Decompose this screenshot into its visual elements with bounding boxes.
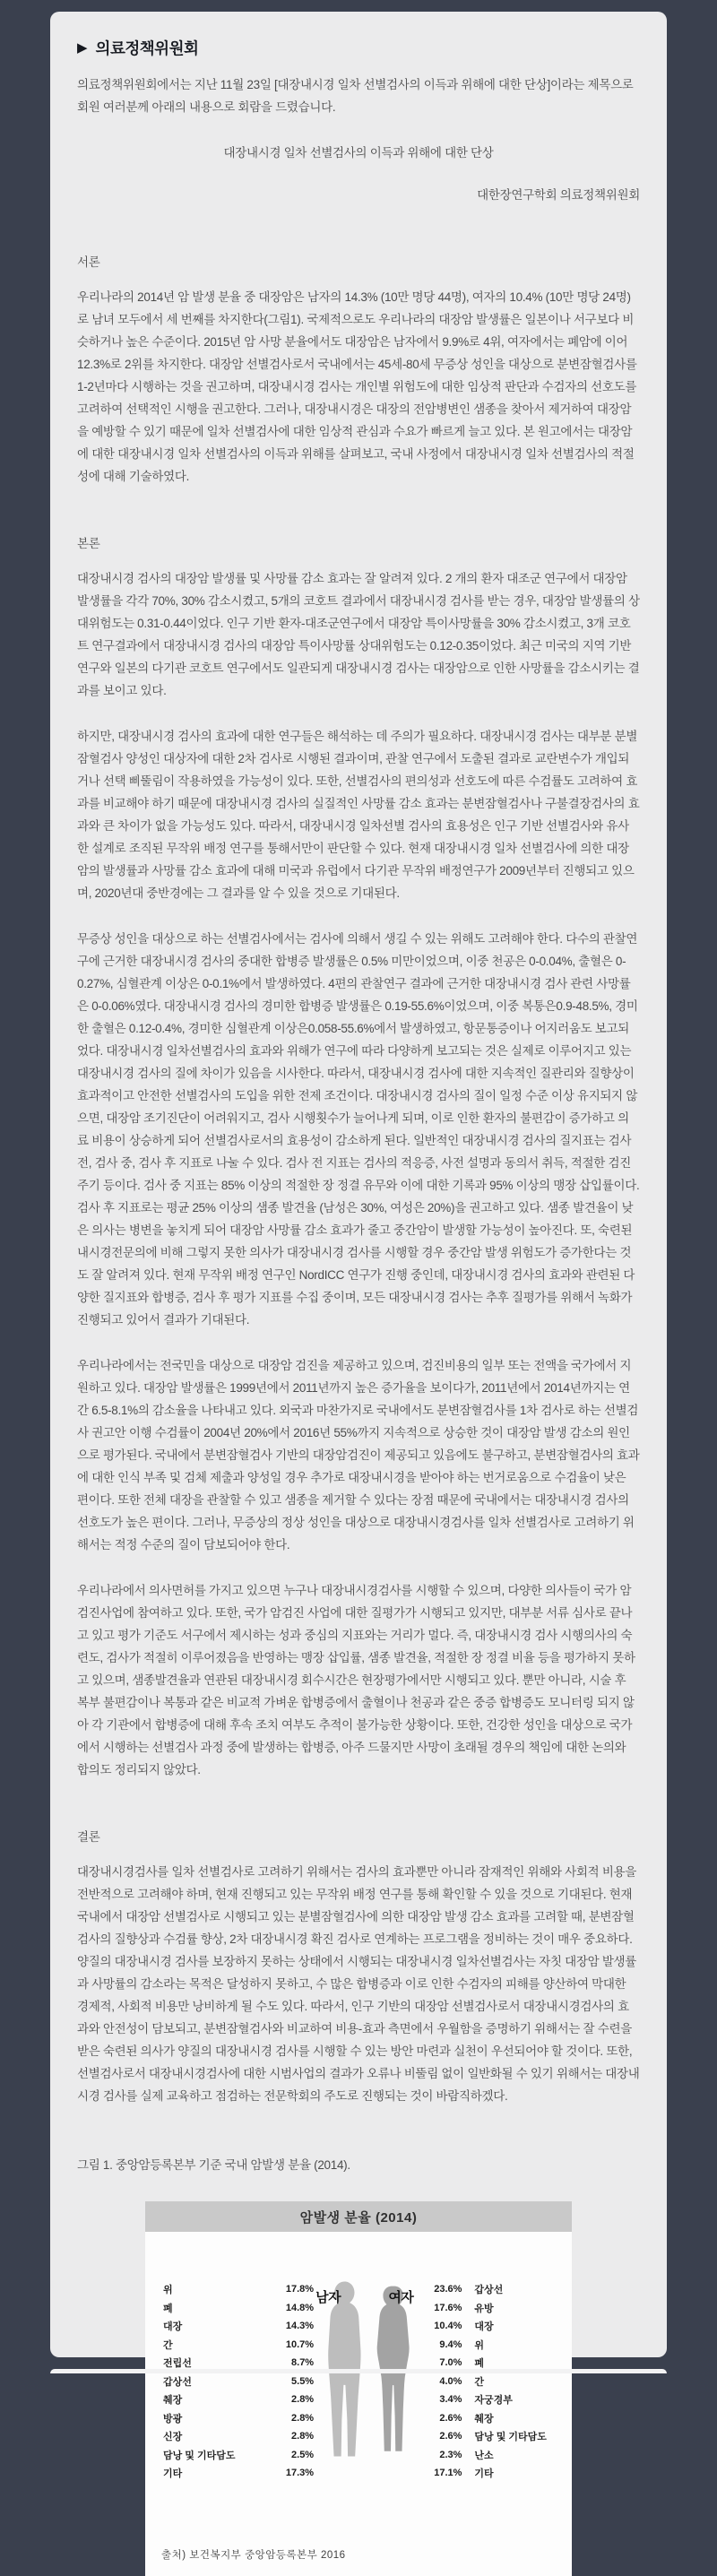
cancer-site-label: 폐 <box>474 2358 485 2370</box>
cancer-percentage: 4.0% <box>439 2375 462 2387</box>
byline: 대한장연구학회 의료정책위원회 <box>477 188 640 202</box>
cancer-site-label: 대장 <box>163 2321 183 2333</box>
cancer-site-label: 갑상선 <box>163 2376 192 2388</box>
chart-row <box>163 2390 314 2409</box>
chart-row <box>163 2373 314 2391</box>
cancer-site-label: 전립선 <box>163 2358 192 2370</box>
chart-row <box>426 2390 557 2409</box>
cancer-percentage: 8.7% <box>291 2357 315 2369</box>
body-paragraph-5: 우리나라에서 의사면허를 가지고 있으면 누구나 대장내시경검사를 시행할 수 있으며, 다양한 의사들이 국가 암검진사업에 참여하고 있다. 또한, 국가 암검진 사업에 대한 질평가가 시행되고 있지만, 대부분 서류 심사로 끝나고 있고 평가 기준도 서구에서 제시하는 성과 중심의 지표와는 거리가 멀다. 즉, 대장내시경 검사 시행의사의 숙련도, 검사가 적절히 이루어졌음을 반영하는 맹장 삽입률, 샘종 발견율, 적절한 장 정결 비율 등을 평가하지 못하고 있으며, 샘종발견율과 연관된 대장내시경 회수시간은 현장평가에서만 시행되고 있다. 뿐만 아니라, 시술 후 복부 불편감이나 복통과 같은 비교적 가벼운 합병증에서 출혈이나 천공과 같은 중증 합병증도 모니터링 되지 않아 각 기관에서 합병증에 대해 후속 조치 여부도 추적이 불가능한 상황이다. 또한, 건강한 성인을 대상으로 국가에서 시행하는 선별검사 과정 중에 발생하는 합병증, 아주 드물지만 사망이 초래될 경우의 책임에 대한 논의와 합의도 정리되지 않았다. <box>77 1584 635 1776</box>
cancer-incidence-figure <box>145 2201 572 2576</box>
cancer-percentage: 7.0% <box>439 2357 462 2369</box>
cancer-site-label: 기타 <box>474 2468 494 2480</box>
chart-row <box>426 2336 557 2355</box>
document-title: 대장내시경 일차 선별검사의 이득과 위해에 대한 단상 <box>223 146 494 160</box>
cancer-site-label: 췌장 <box>163 2395 183 2407</box>
chart-row <box>163 2427 314 2446</box>
chart-row <box>426 2409 557 2428</box>
cancer-percentage: 14.8% <box>285 2302 315 2313</box>
introduction-paragraph: 우리나라의 2014년 암 발생 분율 중 대장암은 남자의 14.3% (10만 명당 44명), 여자의 10.4% (10만 명당 24명)로 남녀 모두에서 세 번째를 차지한다(그림1). 국제적으로도 우리나라의 대장암 발생률은 일본이나 서구보다 비슷하거나 높은 수준이다. 2015년 암 사망 분율에서도 대장암은 남자에서 9.9%로 4위, 여자에서는 폐암에 이어 12.3%로 2위를 차지한다. 대장암 선별검사로서 국내에서는 45세-80세 무증상 성인을 대상으로 분변잠혈검사를 1-2년마다 시행하는 것을 권고하며, 대장내시경 검사는 개인별 위험도에 대한 임상적 판단과 수검자의 선호도를 고려하여 선택적인 시행을 권고한다. 그러나, 대장내시경은 대장의 전암병변인 샘종을 찾아서 제거하여 대장암을 예방할 수 있기 때문에 일차 선별검사에 대한 임상적 관심과 수요가 빠르게 늘고 있다. 본 원고에서는 대장암에 대한 대장내시경 일차 선별검사의 이득과 위해를 살펴보고, 국내 사정에서 대장내시경 일차 선별검사의 적절성에 대해 기술하였다. <box>77 290 637 483</box>
cancer-site-label: 폐 <box>163 2303 173 2314</box>
female-label: 여자 <box>388 2290 414 2305</box>
cancer-site-label: 갑상선 <box>474 2285 504 2296</box>
chart-row <box>163 2446 314 2465</box>
cancer-percentage: 2.8% <box>291 2394 315 2406</box>
cancer-percentage: 17.8% <box>285 2284 315 2295</box>
cancer-percentage: 17.6% <box>434 2302 462 2313</box>
cancer-percentage: 2.5% <box>291 2449 315 2460</box>
chart-row <box>163 2336 314 2355</box>
cancer-percentage: 2.3% <box>439 2449 462 2460</box>
chart-row <box>163 2280 314 2299</box>
section-heading-body: 본론 <box>77 537 100 550</box>
cancer-site-label: 난소 <box>474 2450 494 2461</box>
intro-text: 의료정책위원회에서는 지난 11월 23일 [대장내시경 일차 선별검사의 이득과 위해에 대한 단상]이라는 제목으로 회원 여러분께 아래의 내용으로 회람을 드렸습니다. <box>77 78 634 114</box>
cancer-percentage: 10.7% <box>285 2338 315 2350</box>
cancer-site-label: 췌장 <box>474 2413 494 2425</box>
cancer-site-label: 자궁경부 <box>474 2395 513 2407</box>
chart-body <box>145 2232 572 2517</box>
cancer-percentage: 2.8% <box>291 2412 315 2424</box>
chart-row <box>426 2280 557 2299</box>
chart-row <box>163 2464 314 2483</box>
cancer-site-label: 간 <box>474 2376 485 2388</box>
male-list <box>163 2248 314 2483</box>
body-paragraph-3: 무증상 성인을 대상으로 하는 선별검사에서는 검사에 의해서 생길 수 있는 위해도 고려해야 한다. 다수의 관찰연구에 근거한 대장내시경 검사의 중대한 합병증 발생률은 0.5% 미만이었으며, 이중 천공은 0-0.04%, 출혈은 0-0.27%, 심혈관계 이상은 0-0.1%에서 발생하였다. 4편의 관찰연구 결과에 근거한 대장내시경 검사 관련 사망률은 0-0.06%였다. 대장내시경 검사의 경미한 합병증 발생률은 0.19-55.6%이었으며, 이중 복통은0.9-48.5%, 경미한 출혈은 0.12-0.4%, 경미한 심혈관계 이상은0.058-55.6%에서 발생하였고, 항문통증이나 어지러움도 보고되었다. 대장내시경 일차선별검사의 효과와 위해가 연구에 따라 다양하게 보고되는 것은 실제로 이루어지고 있는 대장내시경 검사의 질에 차이가 있음을 시사한다. 따라서, 대장내시경 검사에 대한 지속적인 질관리와 질향상이 효과적이고 안전한 선별검사의 도입을 위한 전제 조건이다. 대장내시경 검사의 질이 일정 수준 이상 유지되지 않으면, 대장암 조기진단이 어려워지고, 검사 시행횟수가 늘어나게 되며, 이로 인한 환자의 불편감이 증가하고 의료 비용이 상승하게 되어 선별검사로서의 효용성이 감소하게 된다. 일반적인 대장내시경 검사의 질지표는 검사 전, 검사 중, 검사 후 지표로 나눌 수 있다. 검사 전 지표는 검사의 적응증, 사전 설명과 동의서 취득, 적절한 검진 주기 등이다. 검사 중 지표는 85% 이상의 적절한 장 정결 유무와 이에 대한 기록과 95% 이상의 맹장 삽입률이다. 검사 후 지표로는 평균 25% 이상의 샘종 발견율 (남성은 30%, 여성은 20%)을 권고하고 있다. 샘종 발견율이 낮은 의사는 병변을 놓치게 되어 대장암 사망률 감소 효과가 줄고 중간암이 발생할 가능성이 높아진다. 또, 숙련된 내시경전문의에 비해 그렇지 못한 의사가 대장내시경 검사를 시행할 경우 중간암 발생 위험도가 증가한다는 것도 잘 알려져 있다. 현재 무작위 배정 연구인 NordICC 연구가 진행 중인데, 대장내시경 검사의 효과와 관련된 다양한 질지표와 합병증, 검사 후 평가 지표를 수집 중이며, 모든 대장내시경 검사는 추후 질평가를 위해서 녹화가 진행되고 있어서 결과가 기대된다. <box>77 932 640 1327</box>
cancer-site-label: 위 <box>163 2285 173 2296</box>
male-label: 남자 <box>315 2290 341 2305</box>
cancer-percentage: 2.8% <box>291 2431 315 2442</box>
cancer-percentage: 10.4% <box>434 2321 462 2332</box>
chart-title: 암발생 분율 (2014) <box>145 2201 572 2232</box>
document-card <box>50 12 667 2561</box>
cancer-percentage: 23.6% <box>434 2284 462 2295</box>
chart-source: 출처) 보건복지부 중앙암등록본부 2016 <box>161 2550 346 2561</box>
figure-caption: 그림 1. 중앙암등록본부 기준 국내 암발생 분율 (2014). <box>77 2158 350 2172</box>
chart-row <box>426 2373 557 2391</box>
section-heading-introduction: 서론 <box>77 255 100 269</box>
cancer-site-label: 간 <box>163 2339 173 2351</box>
cancer-percentage: 3.4% <box>439 2394 462 2406</box>
committee-header <box>77 37 640 59</box>
chart-row <box>426 2299 557 2318</box>
body-paragraph-1: 대장내시경 검사의 대장암 발생률 및 사망률 감소 효과는 잘 알려져 있다. 2 개의 환자 대조군 연구에서 대장암 발생률을 각각 70%, 30% 감소시켰고, 5개의 코호트 결과에서 대장내시경 검사를 받는 경우, 대장암 발생률의 상대위험도는 0.31-0.44이었다. 인구 기반 환자-대조군연구에서 대장암 특이사망률을 30% 감소시켰고, 3개 코호트 연구결과에서 대장내시경 검사의 대장암 특이사망률 상대위험도는 0.12-0.35이었다. 최근 미국의 지역 기반 연구와 일본의 다기관 코호트 연구에서도 일관되게 대장내시경 검사는 대장암으로 인한 사망률을 감소시키는 결과를 보이고 있다. <box>77 572 640 697</box>
cancer-site-label: 유방 <box>474 2303 494 2314</box>
cancer-site-label: 방광 <box>163 2413 183 2425</box>
conclusion-paragraph: 대장내시경검사를 일차 선별검사로 고려하기 위해서는 검사의 효과뿐만 아니라 잠재적인 위해와 사회적 비용을 전반적으로 고려해야 하며, 현재 진행되고 있는 무작위 배정 연구를 통해 확인할 수 있을 것으로 기대된다. 현재 국내에서 대장암 선별검사로 시행되고 있는 분별잠혈검사에 의한 대장암 발생 감소 효과를 고려할 때, 분변잠혈검사의 질향상과 수검률 향상, 2차 대장내시경 확진 검사로 연계하는 프로그램을 정비하는 것이 매우 중요하다. 양질의 대장내시경 검사를 보장하지 못하는 상태에서 시행되는 대장내시경 일차선별검사는 자칫 대장암 발생률과 사망률의 감소라는 목적은 달성하지 못하고, 수 많은 합병증과 이로 인한 수검자의 피해를 양산하여 막대한 경제적, 사회적 비용만 낭비하게 될 수도 있다. 따라서, 인구 기반의 대장암 선별검사로서 대장내시경검사의 효과와 안전성이 담보되고, 분변잠혈검사와 비교하여 비용-효과 측면에서 우월함을 증명하기 위해서는 잘 수련을 받은 숙련된 의사가 양질의 대장내시경 검사를 시행할 수 있는 방안 마련과 실천이 우선되어야 할 것이다. 또한, 선별검사로서 대장내시경검사에 대한 시범사업의 결과가 오류나 비뚤림 없이 일반화될 수 있기 위해서는 대장내시경 검사를 실제 교육하고 점검하는 전문학회의 주도로 진행되는 것이 바람직하겠다. <box>77 1865 640 2103</box>
chart-row <box>163 2299 314 2318</box>
committee-title: 의료정책위원회 <box>95 39 199 57</box>
cancer-percentage: 2.6% <box>439 2431 462 2442</box>
cancer-site-label: 대장 <box>474 2321 494 2333</box>
cancer-site-label: 기타 <box>163 2468 183 2480</box>
cancer-site-label: 담낭 및 기타담도 <box>474 2432 547 2443</box>
cancer-site-label: 위 <box>474 2339 485 2351</box>
cancer-percentage: 17.1% <box>434 2468 462 2479</box>
female-list <box>426 2248 557 2483</box>
chart-row <box>426 2427 557 2446</box>
cancer-percentage: 5.5% <box>291 2375 315 2387</box>
triangle-bullet-icon: ▶ <box>77 40 88 56</box>
chart-row <box>426 2317 557 2336</box>
cancer-site-label: 담낭 및 기타담도 <box>163 2450 236 2461</box>
cancer-percentage: 2.6% <box>439 2412 462 2424</box>
chart-row <box>163 2409 314 2428</box>
section-heading-conclusion: 결론 <box>77 1830 100 1844</box>
chart-row <box>426 2446 557 2465</box>
body-paragraph-2: 하지만, 대장내시경 검사의 효과에 대한 연구들은 해석하는 데 주의가 필요하다. 대장내시경 검사는 대부분 분별잠혈검사 양성인 대상자에 대한 2차 검사로 시행된 결과이며, 관찰 연구에서 도출된 결과로 교란변수가 개입되거나 선택 삐뚤림이 작용하였을 가능성이 있다. 또한, 선별검사의 편의성과 선호도에 따른 수검률도 고려하여 효과를 비교해야 하기 때문에 대장내시경 검사의 실질적인 사망률 감소 효과는 분변잠혈검사나 구불결장검사의 효과와 큰 차이가 없을 가능성도 있다. 따라서, 대장내시경 일차선별 검사의 효용성은 인구 기반 선별검사와 유사한 설계로 조직된 무작위 배정 연구를 통해서만이 판단할 수 있다. 현재 대장내시경 일차 선별검사에 의한 대장암의 발생률과 사망률 감소 효과에 대해 미국과 유럽에서 다기관 무작위 배정연구가 2009년부터 진행되고 있으며, 2020년대 중반경에는 그 결과를 알 수 있을 것으로 기대된다. <box>77 730 640 900</box>
cancer-site-label: 신장 <box>163 2432 183 2443</box>
cancer-percentage: 17.3% <box>285 2468 315 2479</box>
chart-row <box>426 2464 557 2483</box>
body-paragraph-4: 우리나라에서는 전국민을 대상으로 대장암 검진을 제공하고 있으며, 검진비용의 일부 또는 전액을 국가에서 지원하고 있다. 대장암 발생률은 1999년에서 2011년까지 높은 증가율을 보이다가, 2011년에서 2014년까지는 연간 6.5-8.1%의 감소율을 나타내고 있다. 외국과 마찬가지로 국내에서도 분변잠혈검사를 1차 검사로 하는 선별검사 권고안 이행 수검률이 2004년 20%에서 2016년 55%까지 지속적으로 상승한 것이 대장암 발생 감소의 원인으로 평가된다. 국내에서 분변잠혈검사 기반의 대장암검진이 제공되고 있음에도 불구하고, 분변잠혈검사의 효과에 대한 인식 부족 및 검체 제출과 양성일 경우 추가로 대장내시경을 받아야 하는 번거로움으로 수검율이 낮은 편이다. 또한 전체 대장을 관찰할 수 있고 샘종을 제거할 수 있다는 장점 때문에 국내에서는 대장내시경 검사의 선호도가 높은 편이다. 그러나, 무증상의 정상 성인을 대상으로 대장내시경검사를 일차 선별검사로 고려하기 위해서는 적정 수준의 질이 담보되어야 한다. <box>77 1359 640 1552</box>
cancer-percentage: 9.4% <box>439 2338 462 2350</box>
cancer-percentage: 14.3% <box>285 2321 315 2332</box>
chart-row <box>163 2317 314 2336</box>
next-card-peek <box>50 2369 667 2373</box>
